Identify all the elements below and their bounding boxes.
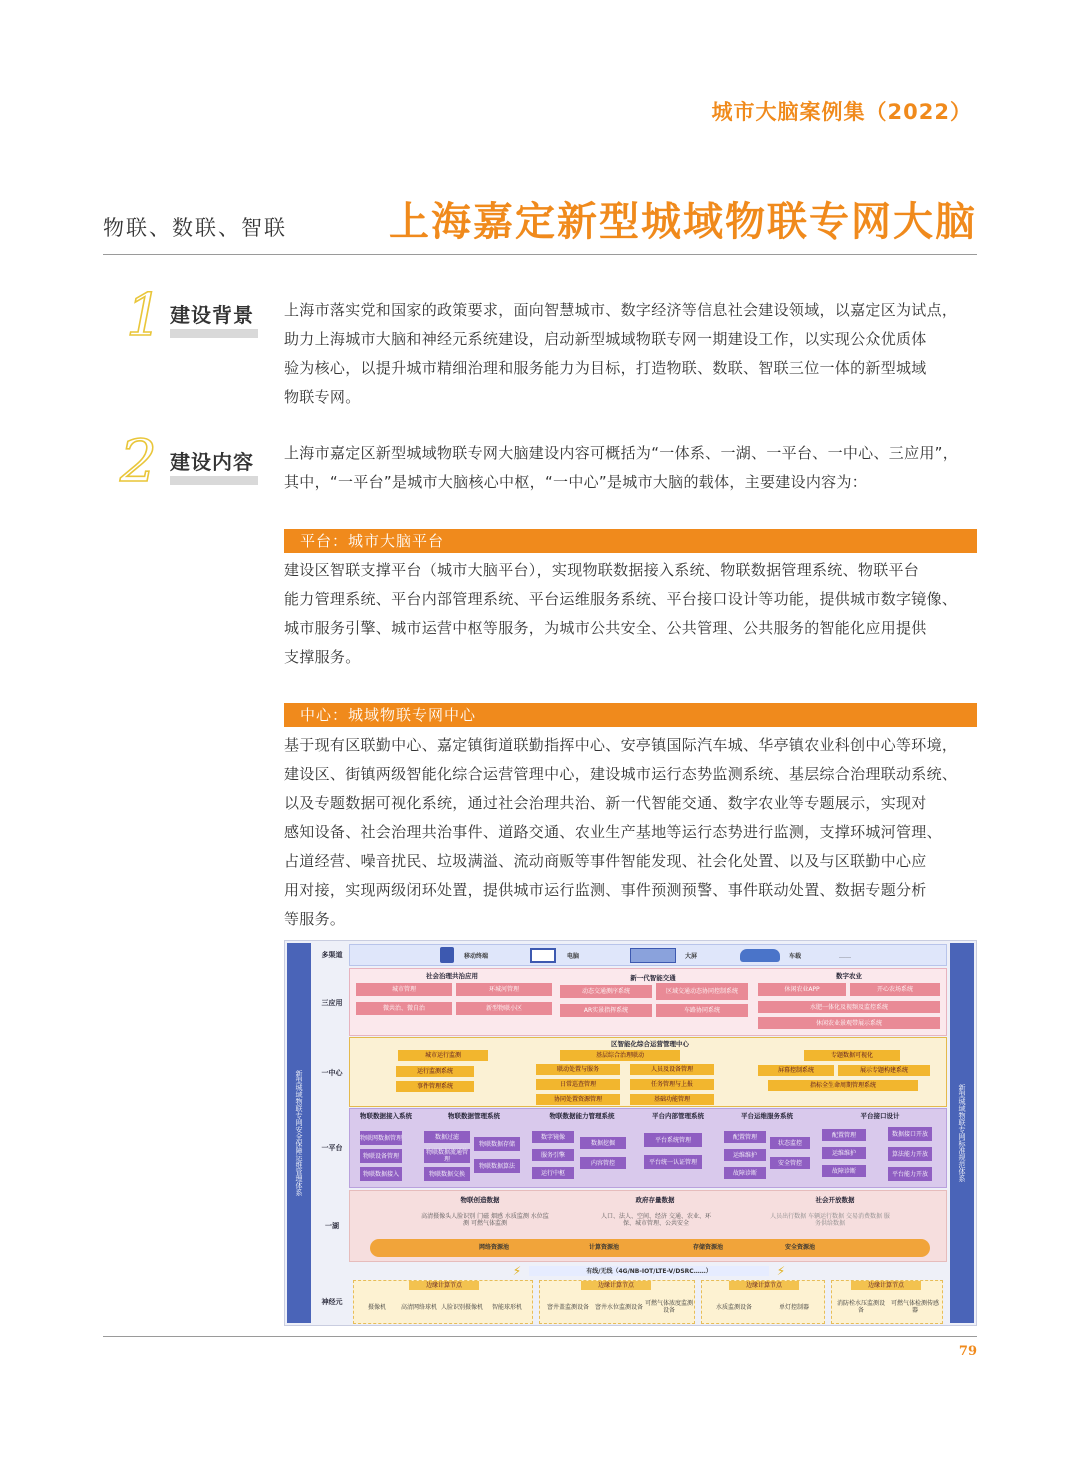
section-label-bar bbox=[170, 476, 258, 485]
channel-vehicle: 车载 bbox=[788, 952, 801, 960]
platform-item: 数字镜像 bbox=[532, 1131, 574, 1143]
platform-group-title: 物联数据管理系统 bbox=[448, 1112, 500, 1120]
section-number-2: 2 bbox=[120, 427, 157, 495]
platform-group-title: 平台内部管理系统 bbox=[652, 1112, 704, 1120]
edge-node-title: 边缘计算节点 bbox=[409, 1281, 479, 1290]
platform-item: 安全管控 bbox=[770, 1157, 810, 1169]
section-label-content: 建设内容 bbox=[170, 450, 254, 474]
platform-heading: 平台：城市大脑平台 bbox=[284, 529, 977, 553]
app-item: 动态交通测序系统 bbox=[560, 985, 652, 998]
platform-item: 内容管控 bbox=[580, 1157, 626, 1169]
platform-item: 平台系统管理 bbox=[644, 1133, 702, 1147]
neuron-item: 窨井水位监测设备 bbox=[595, 1303, 644, 1311]
center-item: 人员及设备管理 bbox=[630, 1064, 714, 1075]
platform-item: 运维维护 bbox=[724, 1149, 766, 1161]
footer-divider bbox=[103, 1336, 977, 1337]
app-item: 开心农场系统 bbox=[850, 983, 940, 996]
platform-item: 状态监控 bbox=[770, 1137, 810, 1149]
app-item: 城市管理 bbox=[356, 983, 452, 996]
platform-item: 平台能力开放 bbox=[888, 1167, 932, 1181]
platform-item: 平台统一认证管理 bbox=[644, 1155, 702, 1169]
lake-group-title: 政府存量数据 bbox=[635, 1196, 675, 1204]
neuron-item: 高清网络球机 bbox=[400, 1303, 437, 1311]
resource-pool: 计算资源池 bbox=[588, 1244, 619, 1251]
text-line: 验为核心，以提升城市精细治理和服务能力为目标，打造物联、数联、智联三位一体的新型城域 bbox=[284, 359, 927, 377]
section-number-1: 1 bbox=[126, 281, 163, 349]
app-item: 环城河管理 bbox=[456, 983, 552, 996]
architecture-diagram bbox=[284, 940, 977, 1326]
center-title: 区智能化综合运营管理中心 bbox=[611, 1040, 689, 1048]
text-line: 支撑服务。 bbox=[284, 648, 361, 666]
platform-item: 数据接口开放 bbox=[888, 1127, 932, 1141]
center-item: 基础功能管理 bbox=[630, 1094, 714, 1105]
app-item: 新型物联小区 bbox=[456, 1002, 552, 1015]
platform-item: 物联设备管理 bbox=[360, 1149, 402, 1163]
section-2-text bbox=[284, 439, 977, 497]
center-heading: 中心：城域物联专网中心 bbox=[284, 703, 977, 727]
text-line: 建设区智联支撑平台（城市大脑平台），实现物联数据接入系统、物联数据管理系统、物联平台 bbox=[284, 561, 920, 579]
app-item: 车路协同系统 bbox=[656, 1004, 748, 1017]
center-item: 展示专题构建系统 bbox=[838, 1065, 930, 1076]
center-text bbox=[284, 731, 977, 934]
app-item: 休闲农业景观带展示系统 bbox=[758, 1017, 940, 1029]
center-item: 日常巡查管理 bbox=[536, 1079, 620, 1090]
platform-item: 物联数据交换 bbox=[424, 1167, 470, 1181]
computer-icon bbox=[530, 948, 556, 963]
center-item: 城市运行监测 bbox=[398, 1050, 488, 1061]
platform-item: 数据过滤 bbox=[424, 1131, 470, 1143]
neuron-item: 人脸识别摄像机 bbox=[441, 1303, 484, 1311]
row-label-neurons: 神经元 bbox=[321, 1298, 343, 1306]
row-label-apps: 三应用 bbox=[321, 999, 343, 1007]
center-item: 屏幕控制系统 bbox=[758, 1065, 834, 1076]
lake-group-title: 物联创造数据 bbox=[460, 1196, 500, 1204]
neuron-item: 可燃气体检测传感器 bbox=[890, 1300, 939, 1314]
platform-group-title: 物联数据接入系统 bbox=[360, 1112, 412, 1120]
channel-more: …… bbox=[839, 952, 851, 960]
app-item: 微共治、微自治 bbox=[356, 1002, 452, 1015]
platform-text bbox=[284, 556, 977, 672]
row-label-center: 一中心 bbox=[321, 1069, 343, 1077]
text-line: 等服务。 bbox=[284, 910, 346, 928]
text-line: 其中，“一平台”是城市大脑核心中枢，“一中心”是城市大脑的载体，主要建设内容为： bbox=[284, 473, 868, 491]
center-row bbox=[349, 1037, 947, 1107]
network-label: 有线/无线（4G/NB-IOT/LTE-V/DSRC……） bbox=[529, 1266, 769, 1276]
center-item: 协同处置资源管理 bbox=[536, 1094, 620, 1105]
article-title: 上海嘉定新型城域物联专网大脑 bbox=[389, 199, 977, 245]
big-screen-icon bbox=[630, 948, 676, 963]
neuron-item: 消防栓水压监测设备 bbox=[836, 1300, 885, 1314]
security-system-bar: 新型城域物联专网安全保障运维管理体系 bbox=[287, 943, 311, 1323]
text-line: 能力管理系统、平台内部管理系统、平台运维服务系统、平台接口设计等功能，提供城市数字镜像、 bbox=[284, 590, 958, 608]
center-item: 事件管理系统 bbox=[396, 1081, 474, 1092]
center-item: 专题数据可视化 bbox=[804, 1050, 900, 1061]
section-1-text bbox=[284, 296, 977, 412]
lake-row bbox=[349, 1190, 947, 1262]
neuron-item: 水质监测设备 bbox=[715, 1303, 752, 1311]
neuron-item: 摄像机 bbox=[367, 1303, 386, 1311]
platform-item: 物联数据流通管理 bbox=[425, 1149, 468, 1163]
center-item: 基层综合治理联动 bbox=[560, 1050, 680, 1061]
platform-item: 运维维护 bbox=[822, 1147, 866, 1159]
text-line: 用对接，实现两级闭环处置，提供城市运行监测、事件预测预警、事件联动处置、数据专题分析 bbox=[284, 881, 927, 899]
resource-pool: 安全资源池 bbox=[784, 1244, 815, 1251]
neuron-item: 智能球形机 bbox=[491, 1303, 522, 1311]
standards-system-bar: 新型城域物联专网标准规范体系 bbox=[950, 943, 974, 1323]
platform-item: 运行中枢 bbox=[532, 1167, 574, 1179]
text-line: 建设区、街镇两级智能化综合运营管理中心，建设城市运行态势监测系统、基层综合治理联动系统、 bbox=[284, 765, 958, 783]
row-label-lake: 一湖 bbox=[325, 1222, 339, 1230]
lightning-icon: ⚡ bbox=[512, 1263, 522, 1278]
center-item: 联动处置与服务 bbox=[536, 1064, 620, 1075]
channels-row bbox=[349, 944, 947, 966]
app-item: 休闲农业APP bbox=[758, 983, 846, 996]
platform-group-title: 物联数据能力管理系统 bbox=[549, 1112, 615, 1120]
edge-node-title: 边缘计算节点 bbox=[581, 1281, 651, 1290]
neuron-item: 窨井盖监测设备 bbox=[546, 1303, 589, 1311]
edge-node-title: 边缘计算节点 bbox=[851, 1281, 921, 1290]
center-item: 任务管理与上报 bbox=[630, 1079, 714, 1090]
row-label-channels: 多渠道 bbox=[321, 951, 343, 959]
app-item: 水肥一体化及视频及监控系统 bbox=[758, 1001, 940, 1013]
center-item: 运行监测系统 bbox=[396, 1066, 474, 1077]
mobile-icon bbox=[440, 947, 454, 963]
text-line: 以及专题数据可视化系统，通过社会治理共治、新一代智能交通、数字农业等专题展示，实现对 bbox=[284, 794, 927, 812]
text-line: 感知设备、社会治理共治事件、道路交通、农业生产基地等运行态势进行监测，支撑环城河管理、 bbox=[284, 823, 942, 841]
text-line: 上海市嘉定区新型城域物联专网大脑建设内容可概括为“一体系、一湖、一平台、一中心、三应用”， bbox=[284, 444, 959, 462]
edge-node-title: 边缘计算节点 bbox=[729, 1281, 799, 1290]
platform-item: 服务引擎 bbox=[532, 1149, 574, 1161]
channel-mobile: 移动终端 bbox=[463, 952, 488, 960]
neuron-item: 单灯控制器 bbox=[778, 1303, 809, 1311]
page-number: 79 bbox=[958, 1344, 977, 1359]
channel-big-screen: 大屏 bbox=[684, 952, 697, 960]
neurons-row bbox=[349, 1280, 947, 1324]
platform-item: 物联数据算法 bbox=[474, 1159, 520, 1173]
platform-item: 算法能力开放 bbox=[888, 1147, 932, 1161]
text-line: 助力上海城市大脑和神经元系统建设，启动新型城域物联专网一期建设工作，以实现公众优质体 bbox=[284, 330, 927, 348]
platform-item: 配置管理 bbox=[822, 1129, 866, 1141]
platform-item: 配置管理 bbox=[724, 1131, 766, 1143]
text-line: 上海市落实党和国家的政策要求，面向智慧城市、数字经济等信息社会建设领域，以嘉定区为试点， bbox=[284, 301, 958, 319]
platform-group-title: 平台接口设计 bbox=[860, 1112, 900, 1120]
platform-group-title: 平台运维服务系统 bbox=[741, 1112, 793, 1120]
lightning-icon: ⚡ bbox=[776, 1263, 786, 1278]
network-row bbox=[349, 1264, 947, 1278]
neuron-item: 可燃气体浓度监测设备 bbox=[645, 1300, 694, 1314]
row-label-platform: 一平台 bbox=[321, 1144, 343, 1152]
text-line: 基于现有区联勤中心、嘉定镇街道联勤指挥中心、安亭镇国际汽车城、华亭镇农业科创中心等环境， bbox=[284, 736, 958, 754]
text-line: 占道经营、噪音扰民、垃圾满溢、流动商贩等事件智能发现、社会化处置、以及与区联勤中心应 bbox=[284, 852, 927, 870]
text-line: 城市服务引擎、城市运营中枢等服务，为城市公共安全、公共管理、公共服务的智能化应用提供 bbox=[284, 619, 927, 637]
center-item: 指标全生命周期管理系统 bbox=[768, 1080, 918, 1091]
apps-group-title: 新一代智能交通 bbox=[630, 974, 676, 982]
lake-group-text: 高清摄像头人脸识别 门磁 烟感 水质监测 水位监测 可燃气体监测 bbox=[421, 1213, 549, 1227]
apps-group-title: 社会治理共治应用 bbox=[426, 972, 478, 980]
platform-item: 数据挖掘 bbox=[580, 1137, 626, 1149]
platform-item: 物联网数据管理 bbox=[360, 1131, 402, 1145]
book-title: 城市大脑案例集（2022） bbox=[711, 100, 972, 124]
apps-row bbox=[349, 968, 947, 1036]
resource-pool: 网络资源池 bbox=[478, 1244, 509, 1251]
title-divider bbox=[103, 254, 977, 255]
lake-group-title: 社会开放数据 bbox=[815, 1196, 855, 1204]
platform-row bbox=[349, 1108, 947, 1188]
channel-computer: 电脑 bbox=[566, 952, 579, 960]
lake-group-text: 人员出行数据 车辆运行数据 交易消费数据 服务供给数据 bbox=[770, 1213, 890, 1227]
text-line: 物联专网。 bbox=[284, 388, 361, 406]
platform-item: 物联数据接入 bbox=[360, 1167, 402, 1181]
resource-pool: 存储资源池 bbox=[692, 1244, 723, 1251]
platform-item: 故障诊断 bbox=[822, 1165, 866, 1177]
article-subtitle: 物联、数联、智联 bbox=[103, 216, 287, 240]
car-icon bbox=[740, 949, 780, 962]
apps-group-title: 数字农业 bbox=[836, 972, 862, 980]
platform-item: 故障诊断 bbox=[724, 1167, 766, 1179]
lake-group-text: 人口、法人、空间、经济 交通、农业、环保、城市管理、公共安全 bbox=[601, 1213, 711, 1227]
section-label-bar bbox=[170, 329, 258, 338]
app-item: AR实景指挥系统 bbox=[560, 1004, 652, 1017]
platform-item: 物联数据存储 bbox=[474, 1137, 520, 1151]
app-item: 区域交通动态协同控制系统 bbox=[656, 983, 748, 1000]
section-label-background: 建设背景 bbox=[170, 303, 254, 327]
